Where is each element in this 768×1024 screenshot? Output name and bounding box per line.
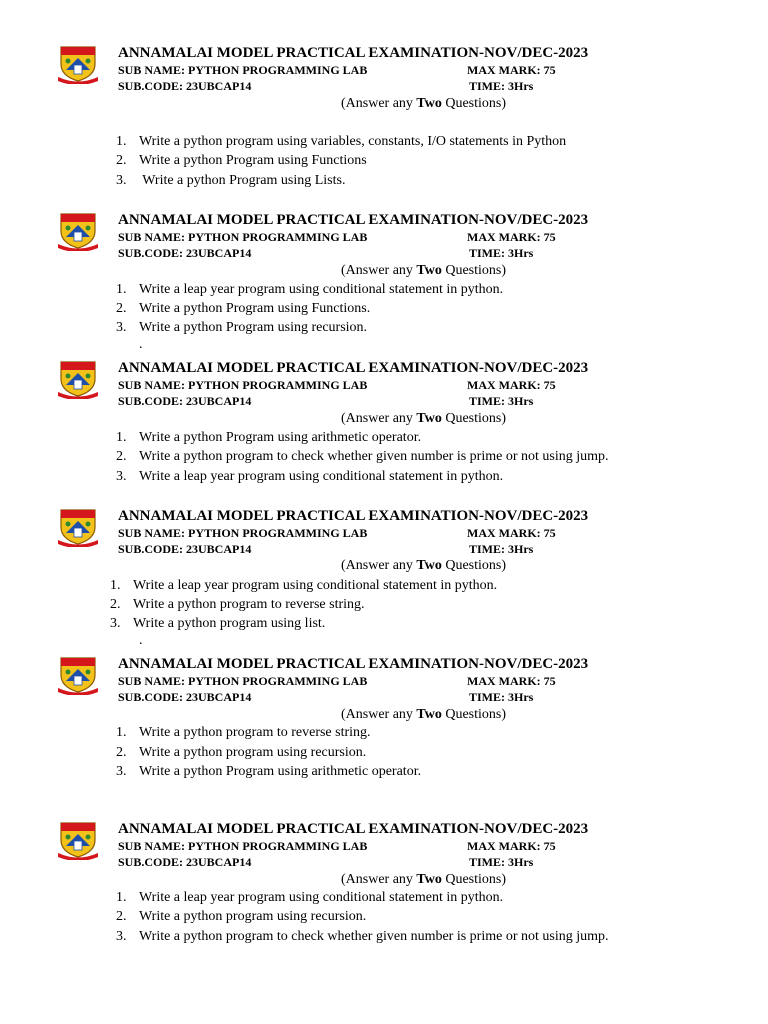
subject-code: SUB.CODE: 23UBCAP14 (118, 394, 252, 408)
subject-code: SUB.CODE: 23UBCAP14 (118, 246, 252, 260)
question-text: Write a python program using list. (133, 616, 326, 631)
question-text: Write a python Program using arithmetic operator. (139, 430, 422, 445)
question-number: 3. (116, 469, 127, 484)
max-mark: MAX MARK: 75 (467, 230, 556, 244)
answer-prefix: (Answer any (341, 96, 417, 111)
question-number: 2. (116, 153, 127, 168)
question-text: Write a python program to check whether given number is prime or not using jump. (139, 449, 609, 464)
answer-suffix: Questions) (441, 707, 507, 722)
exam-time: TIME: 3Hrs (469, 542, 534, 556)
exam-title: ANNAMALAI MODEL PRACTICAL EXAMINATION-NOV/DEC-2023 (118, 508, 589, 524)
question-text: Write a python Program using Functions. (139, 301, 371, 316)
answer-instruction (341, 95, 506, 113)
answer-suffix: Questions) (441, 96, 507, 111)
question-number: 2. (116, 745, 127, 760)
question-number: 1. (116, 725, 127, 740)
subject-code: SUB.CODE: 23UBCAP14 (118, 79, 252, 93)
answer-suffix: Questions) (441, 263, 507, 278)
question-number: 1. (110, 578, 121, 593)
answer-count: Two (416, 263, 442, 278)
question-number: 1. (116, 134, 127, 149)
trailing-mark: . (139, 633, 143, 648)
answer-instruction (341, 557, 506, 575)
question-text: Write a python program using recursion. (139, 745, 367, 760)
subject-name: SUB NAME: PYTHON PROGRAMMING LAB (118, 378, 368, 392)
question-text: Write a python program to reverse string. (139, 725, 371, 740)
university-crest-icon (57, 359, 99, 399)
answer-prefix: (Answer any (341, 263, 417, 278)
question-text: Write a python program using recursion. (139, 909, 367, 924)
answer-suffix: Questions) (441, 558, 507, 573)
exam-time: TIME: 3Hrs (469, 79, 534, 93)
max-mark: MAX MARK: 75 (467, 378, 556, 392)
question-number: 2. (116, 909, 127, 924)
trailing-mark: . (139, 337, 143, 352)
question-text: Write a leap year program using conditional statement in python. (139, 469, 504, 484)
exam-title: ANNAMALAI MODEL PRACTICAL EXAMINATION-NOV/DEC-2023 (118, 656, 589, 672)
question-number: 1. (116, 282, 127, 297)
answer-suffix: Questions) (441, 411, 507, 426)
answer-suffix: Questions) (441, 872, 507, 887)
exam-title: ANNAMALAI MODEL PRACTICAL EXAMINATION-NOV/DEC-2023 (118, 360, 589, 376)
question-number: 3. (116, 764, 127, 779)
question-number: 3. (116, 173, 127, 188)
university-crest-icon (57, 44, 99, 84)
exam-title: ANNAMALAI MODEL PRACTICAL EXAMINATION-NOV/DEC-2023 (118, 821, 589, 837)
subject-name: SUB NAME: PYTHON PROGRAMMING LAB (118, 674, 368, 688)
question-text: Write a python Program using arithmetic operator. (139, 764, 422, 779)
question-text: Write a python Program using Lists. (139, 173, 346, 188)
exam-time: TIME: 3Hrs (469, 246, 534, 260)
question-text: Write a python Program using recursion. (139, 320, 368, 335)
answer-prefix: (Answer any (341, 558, 417, 573)
exam-title: ANNAMALAI MODEL PRACTICAL EXAMINATION-NOV/DEC-2023 (118, 45, 589, 61)
exam-title: ANNAMALAI MODEL PRACTICAL EXAMINATION-NOV/DEC-2023 (118, 212, 589, 228)
question-number: 1. (116, 430, 127, 445)
subject-code: SUB.CODE: 23UBCAP14 (118, 690, 252, 704)
max-mark: MAX MARK: 75 (467, 526, 556, 540)
question-number: 2. (110, 597, 121, 612)
subject-name: SUB NAME: PYTHON PROGRAMMING LAB (118, 526, 368, 540)
answer-instruction (341, 706, 506, 724)
question-text: Write a leap year program using conditional statement in python. (139, 890, 504, 905)
answer-prefix: (Answer any (341, 411, 417, 426)
exam-time: TIME: 3Hrs (469, 855, 534, 869)
question-text: Write a python program to check whether given number is prime or not using jump. (139, 929, 609, 944)
answer-count: Two (416, 96, 442, 111)
answer-instruction (341, 262, 506, 280)
question-number: 1. (116, 890, 127, 905)
question-number: 3. (116, 929, 127, 944)
answer-instruction (341, 410, 506, 428)
question-text: Write a leap year program using conditional statement in python. (139, 282, 504, 297)
university-crest-icon (57, 211, 99, 251)
answer-prefix: (Answer any (341, 707, 417, 722)
max-mark: MAX MARK: 75 (467, 839, 556, 853)
subject-code: SUB.CODE: 23UBCAP14 (118, 542, 252, 556)
subject-name: SUB NAME: PYTHON PROGRAMMING LAB (118, 230, 368, 244)
question-text: Write a python program to reverse string. (133, 597, 365, 612)
university-crest-icon (57, 655, 99, 695)
question-text: Write a python Program using Functions (139, 153, 367, 168)
answer-instruction (341, 871, 506, 889)
answer-count: Two (416, 411, 442, 426)
question-text: Write a leap year program using conditional statement in python. (133, 578, 498, 593)
question-number: 3. (110, 616, 121, 631)
max-mark: MAX MARK: 75 (467, 63, 556, 77)
question-number: 2. (116, 301, 127, 316)
max-mark: MAX MARK: 75 (467, 674, 556, 688)
exam-time: TIME: 3Hrs (469, 394, 534, 408)
question-number: 3. (116, 320, 127, 335)
subject-name: SUB NAME: PYTHON PROGRAMMING LAB (118, 63, 368, 77)
answer-count: Two (416, 872, 442, 887)
question-text: Write a python program using variables, constants, I/O statements in Python (139, 134, 567, 149)
question-number: 2. (116, 449, 127, 464)
answer-count: Two (416, 707, 442, 722)
subject-name: SUB NAME: PYTHON PROGRAMMING LAB (118, 839, 368, 853)
university-crest-icon (57, 820, 99, 860)
answer-count: Two (416, 558, 442, 573)
answer-prefix: (Answer any (341, 872, 417, 887)
subject-code: SUB.CODE: 23UBCAP14 (118, 855, 252, 869)
university-crest-icon (57, 507, 99, 547)
exam-time: TIME: 3Hrs (469, 690, 534, 704)
